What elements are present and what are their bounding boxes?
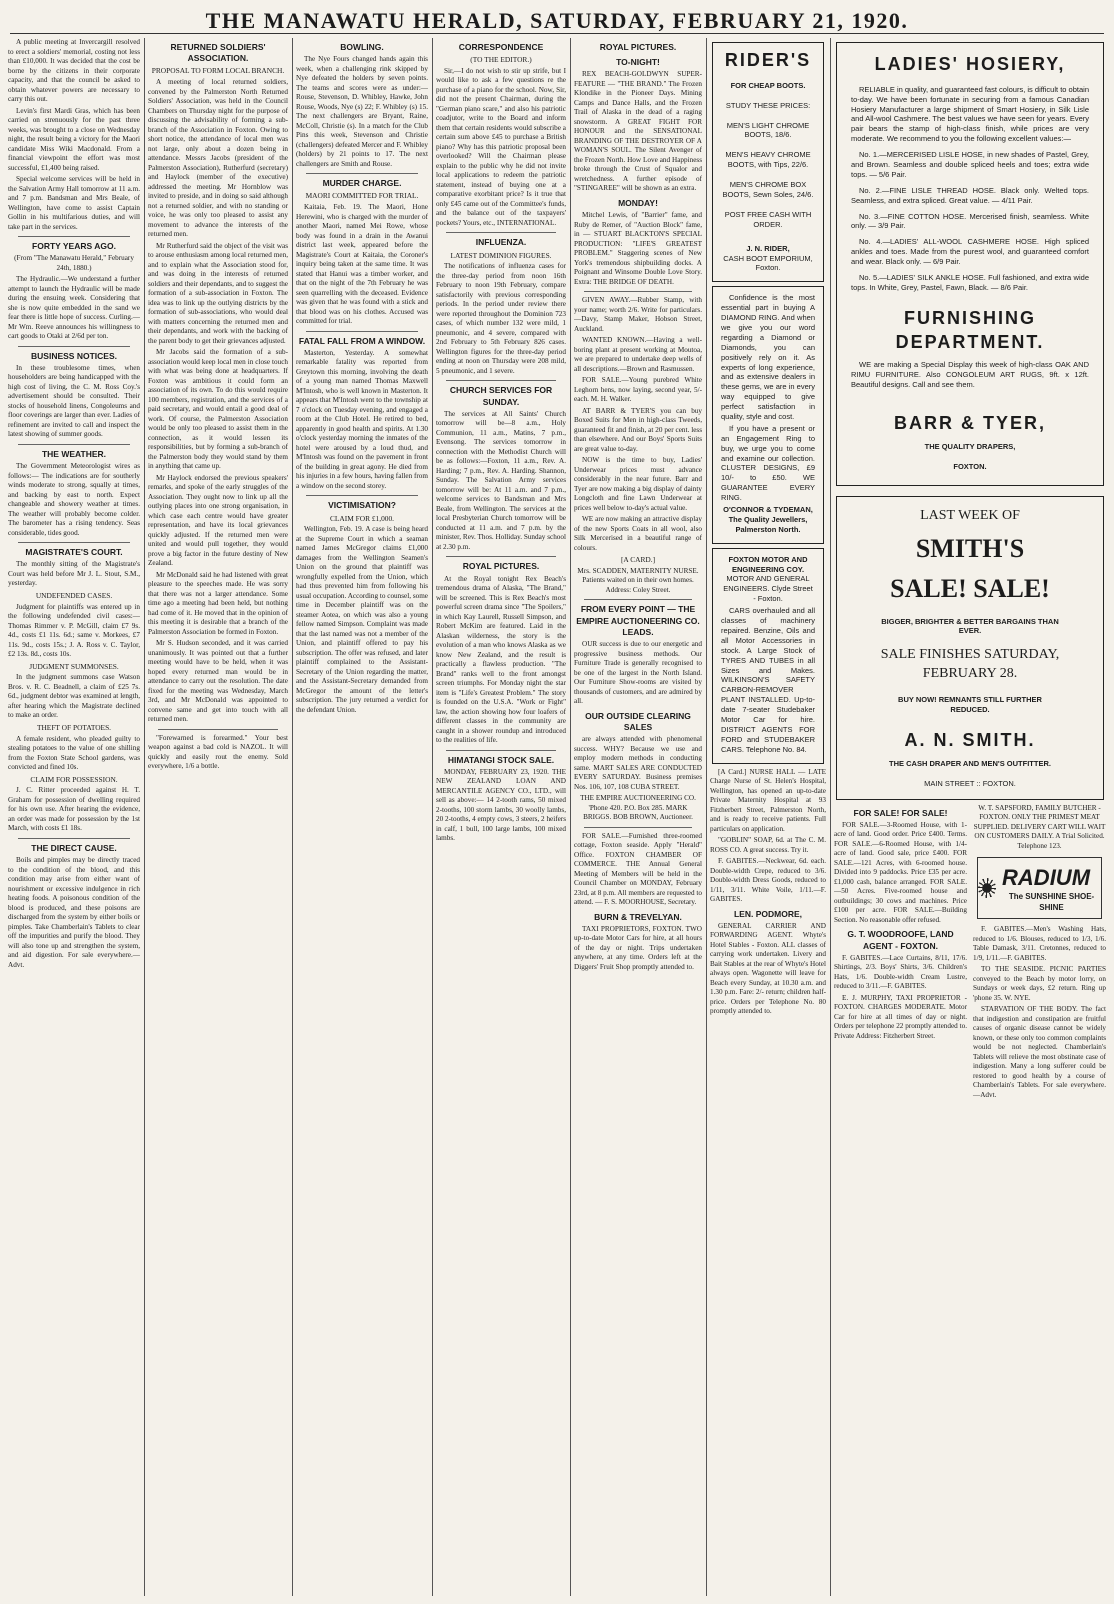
article-church: The services at All Saints' Church tomorrow will be—8 a.m., Holy Communion, 11 a.m., Matins, 7 p.m., Evensong. The services tomorrow in connection with the Methodist Church will be as follows:—Foxton, 11 a.m., Rev. A. Harding; 7 p.m., Rev. A. Harding. Shannon, Sunday. The Salvation Army services tomorrow will be: At 11 a.m. and 7 p.m., welcome services to Bandsman and Mrs Beale, from Wellington. The services at the local Presbyterian Church tomorrow will be conducted at 11 a.m. and 7 p.m. by the minister, Rev. Thos. Holliday. Sunday school at 2.30 p.m. [436,409,566,551]
hosiery-item: No. 5.—LADIES' SILK ANKLE HOSE. Full fashioned, and extra wide tops. In White, Grey, Pastel, Fawn, Black. — 8/6 Pair. [851,273,1089,292]
column-divider [144,38,145,1596]
subhead-undefended: UNDEFENDED CASES. [35,590,113,600]
column-divider [292,38,293,1596]
headline-rsa: RETURNED SOLDIERS' ASSOCIATION. [170,42,266,64]
rider-store: CASH BOOT EMPORIUM, Foxton. [723,253,813,273]
royal-ad-text: REX BEACH-GOLDWYN SUPER-FEATURE — "THE BRAND." The Frozen Klondike in the Pioneer Days. Mining Camps and Dance Halls, and the Frozen Trail of Alaska in the dead of a raging snowstorm. A GREAT FIGHT FOR HONOUR and the SENSATIONAL BRANDING OF THE DESTROYER OF A WOMAN'S SOUL. The Silent Avenger of the Frozen North. How Love and Happiness broke through the Crust of Squalor and wretchedness. A further episode of "STINGAREE" will be shown as an extra. [574,70,702,193]
barr-tyer-title: BARR & TYER, [893,412,1046,433]
article-intro: A public meeting at Invercargill resolved to erect a soldiers' memorial, costing not less than £10,000. It was decided that the cost be borne by the citizens in their corporate capacity, and that the council be asked to obtain whatever powers are necessary to carry this out. [8,38,140,103]
rider-item-1: MEN'S LIGHT CHROME BOOTS, 18/6. [726,120,810,140]
headline-direct-cause: THE DIRECT CAUSE. [31,842,117,853]
rider-post: POST FREE CASH WITH ORDER. [724,209,812,229]
headline-bowling: BOWLING. [340,42,384,52]
classifieds-left [834,804,967,1103]
smith-street: MAIN STREET :: FOXTON. [924,778,1016,788]
podmore-text: GENERAL CARRIER AND FORWARDING AGENT. Whyte's Hotel Stables - Foxton. ALL classes of carrying work undertaken. Livery and Bait Stables at the rear of Whyte's Hotel always open. Wagonette will leave for Beach every Sunday, at 10.30 a.m. and 1.30 p.m. Fare: 2/- return; children half-price. Orders per Telephone No. 80 promptly attended to. [710,921,826,1016]
smith-cash-draper: THE CASH DRAPER AND MEN'S OUTFITTER. [889,758,1051,768]
hosiery-intro: RELIABLE in quality, and guaranteed fast colours, is difficult to obtain to-day. We have been fortunate in securing from a famous Canadian Hosiery Manufacturer a large shipment of Smart Hosiery, in Silk Lisle and All-wool Cashmere. The best values we have seen for years. Every pair bears the stamp of high-class finish, while prices are very moderate. We recommend to you the following excellent values:— [851,84,1089,144]
headline-royal: ROYAL PICTURES. [462,561,540,572]
column-6 [710,38,826,1596]
hosiery-item: No. 2.—FINE LISLE THREAD HOSE. Black only. Welted tops. Seamless, and extra spliced. Great value. — 4/11 Pair. [851,185,1089,205]
smith-sale-banner: SALE! SALE! [890,574,1050,604]
article-correspondence: Sir,—I do not wish to stir up strife, but I would like to ask a few questions re the purchase of a piano for the school. Now, Sir, did not the present Chairman, during the "German piano scare," and also his patriotic coadjutor, write to the Board and inform them that certain residents would subscribe a certain sum above £45 to purchase a British piano? Why has this patriotic proposal been overlooked? Will the Chairman please explain to the public why he did not invite local applications to redeem the patriotic statement, instead of buying one at a comparative exorbitant price? Is it true that only £45 came out of the Committee's funds, and the balance out of the taxpayers' pockets? Yours, etc., INTERNATIONAL. [436,66,566,227]
radium-sub: The SUNSHINE SHOE-SHINE [1008,892,1095,912]
foxton-motor-title: FOXTON MOTOR AND ENGINEERING COY. [728,554,808,574]
headline-church: CHURCH SERVICES FOR SUNDAY. [449,385,553,407]
subhead-rsa: PROPOSAL TO FORM LOCAL BRANCH. [151,66,285,76]
goblin-soap-ad: "GOBLIN" SOAP, 6d. at The C. M. ROSS CO. A great success. Try it. [710,836,826,854]
separator [306,331,418,332]
subhead-judgment: JUDGMENT SUMMONSES. [29,661,119,671]
separator [18,542,130,543]
subhead-theft: THEFT OF POTATOES. [36,722,112,732]
rider-subtitle: FOR CHEAP BOOTS. [730,80,806,90]
radium-word: RADIUM [1002,865,1091,891]
oconnor-text-1: Confidence is the most essential part in buying A DIAMOND RING. And when we give you our word regarding a Diamond or Diamonds, you can positively rely on it. As experts of long experience, and as extensive dealers in these gems, we are in every way equipped to give perfect satisfaction in quality, style and cost. [721,293,815,422]
subhead-influenza: LATEST DOMINION FIGURES. [450,250,552,260]
smith-last-week: LAST WEEK OF [920,508,1020,524]
wanted-known-ad: WANTED KNOWN.—Having a well-boring plant at present working at Moutoa, we are prepared to undertake deep wells of all descriptions.—Brown and Rasmussen. [574,336,702,373]
barr-tyer-place: FOXTON. [953,461,987,471]
article-claim: J. C. Ritter proceeded against H. T. Graham for possession of dwelling required for his own use. After hearing the evidence, an order was made for possession by the 1st March, with costs £1 18s. [8,786,140,833]
furnishing-title: FURNISHING DEPARTMENT. [895,307,1045,352]
oconnor-text-2: If you have a present or an Engagement Ring to buy, we urge you to come and examine our collection. CLUSTER DESIGNS, £9 10/- to £50. WE GUARANTEE EVERY RING. [721,423,815,503]
article-rsa-3: Mr Jacobs said the formation of a sub-association would keep local men in close touch with what was being done at headquarters. If Foxton was ambitious it could form an association of its own. To do this would require 100 members, registration, and the services of a paid secretary, and would entail a good deal of work. Of course, the Palmerston Association would be only too pleased to assist them in the connection, as it would lessen its responsibilities, but by forming a sub-branch of the Palmerston body they would stand by them in anything that came up. [148,348,288,471]
classifieds-right [973,804,1106,1103]
sports-coats-ad: WE are now making an attractive display of the new Sports Coats in all wool, also Silk Mercerised in a beautiful range of colours. [574,515,702,552]
sapsford-ad: W. T. SAPSFORD, FAMILY BUTCHER - FOXTON. ONLY THE PRIMEST MEAT SUPPLIED. DELIVERY CART WILL WAIT ON CUSTOMERS DAILY. A Trial Solicited. Telephone 123. [973,803,1106,850]
separator [446,750,556,751]
sun-icon [978,878,996,898]
headline-himatangi: HIMATANGI STOCK SALE. [447,754,555,765]
article-fatal: Masterton, Yesterday. A somewhat remarkable fatality was reported from Greytown this morning, involving the death of a young man named Thomas Maxwell M'Intosh, who is well known in Masterton. It appears that M'Intosh went to the township at 7 o'clock on Tuesday evening, and engaged a room at the Club Hotel. He retired to bed, apparently in good health and spirits. At 1.30 o'clock yesterday morning the inmates of the hotel were aroused by a loud thud, and M'Intosh was found on the pavement in front of the building in great agony. He died from his injuries in a few hours, having fallen from a window on the second storey. [296,348,428,490]
separator [584,599,692,600]
article-royal: At the Royal tonight Rex Beach's tremendous drama of Alaska, "The Brand," will be screened. This is Rex Beach's most powerful screen drama since "The Spoilers," in which Kay Laurell, Russell Simpson, and Robert McKim are featured. Laid in the Alaskan wilderness, the story is the evolution of a man who knows Alaska as we know New Zealand, and the result is practically a flawless production. "The Brand" ranks well to the front amongst screen triumphs. For Monday night the star item is "Life's Greatest Problem." The story is founded on the U.S.A. "Work or Fight" law, the action showing how four loafers of different classes in the community are caught in a shower roundup and introduced to the realities of life. [436,574,566,745]
article-election: Levin's first Mardi Gras, which has been carried on strenuously for the past three weeks, was brought to a close on Wednesday night, the result being a victory for the Maori candidate Miss Wiki Macdonald. From a financial viewpoint the effort was most successful, £1,400 being raised. [8,106,140,172]
headline-influenza: INFLUENZA. [475,237,527,248]
column-4 [436,38,566,1596]
hosiery-item: No. 1.—MERCERISED LISLE HOSE, in new shades of Pastel, Grey, and Brown. Seamless and double spliced heels and toes; extra wide tops. — 5/6 Pair. [851,150,1089,179]
article-weather: The Government Meteorologist wires as follows:— The indications are for southerly winds moderate to strong, squally at times, and backing by east to north. Expect changeable and showery weather at times. The weather will probably become colder. The barometer has a rising tendency. Seas considerable, tides good. [8,462,140,537]
barr-suits-ad: AT BARR & TYER'S you can buy Boxed Suits for Men in high-class Tweeds, guaranteed fit and finish, at 20 per cent. less than elsewhere. And our Boys' Sports Suits are great value to-day. [574,406,702,453]
radium-lockup [1002,863,1101,913]
headline-weather: THE WEATHER. [41,448,107,459]
separator [306,173,418,174]
monday-ad-text: Mitchel Lewis, of "Barrier" fame, and Ruby de Remer, of "Auction Block" fame, in — STUART BLACKTON'S SPECIAL PRODUCTION: "LIFE'S GREATEST PROBLEM." Staggering scenes of New York's tremendous shipbuilding docks. A Poignant and Winsome Double Love Story. Extra: THE BRIDGE OF DEATH. [574,211,702,286]
smith-name: SMITH'S [915,533,1025,563]
article-theft: A female resident, who pleaded guilty to stealing potatoes to the value of one shilling from the Foxton State School gardens, was convicted and fined 10s. [8,734,140,772]
hosiery-item: No. 3.—FINE COTTON HOSE. Mercerised finish, seamless. White only. — 3/9 Pair. [851,211,1089,231]
rider-study: STUDY THESE PRICES: [725,100,811,110]
classifieds-row [834,804,1106,1103]
headline-magistrate: MAGISTRATE'S COURT. [25,547,123,558]
empire-signature: THE EMPIRE AUCTIONEERING CO. 'Phone 420. P.O. Box 285. MARK BRIGGS. BOB BROWN, Auctioneer. [580,794,696,822]
clearing-sales-headline: OUR OUTSIDE CLEARING SALES [585,710,691,732]
article-murder: Kaitaia, Feb. 19. The Maori, Hone Herewini, who is charged with the murder of another Maori, named Mei Rowe, whose body was found in a drain in the Awanui district last week, appeared before the Magistrate's Court at Kaitaia, the Coroner's inquiry being taken at the same time. It was stated that Hanui was a timber worker, and that on the night of the 7th February he was seen quarrelling with the deceased. Evidence was given that he was found with a stick and that blood was on his clothes. Accused was committed for trial. [296,203,428,326]
article-rsa-4: Mr Haylock endorsed the previous speakers' remarks, and spoke of the early struggles of the Association. They ought now to link up all the outlying places into one strong organisation, in which case each centre would have greater representation, and have its local grievances quickly adjusted. If the returned men were united and would pull together, they would prove a big factor in the future destiny of New Zealand. [148,473,288,568]
article-services: Special welcome services will be held in the Salvation Army Hall tomorrow at 11 a.m. and 7 p.m. Bandsman and Mrs Beale, of Wellington, have come to assist Captain Gollin in his multifarious duties, and will take part in the services. [8,175,140,231]
rider-ad [712,42,824,282]
column-divider [570,38,571,1596]
smith-buy-now: BUY NOW! REMNANTS STILL FURTHER REDUCED. [898,695,1042,715]
headline-correspondence: CORRESPONDENCE [458,42,544,52]
rider-signature: J. N. RIDER, [746,243,790,253]
foxton-motor-sub: MOTOR AND GENERAL ENGINEERS. Clyde Street - Foxton. [723,574,813,604]
foxton-motor-ad [712,548,824,764]
column-1 [8,38,140,1596]
separator [18,346,130,347]
masthead-rule [10,33,1104,34]
podmore-title: LEN. PODMORE, [733,908,802,919]
rider-title: RIDER'S [724,50,812,70]
column-divider [830,38,831,1596]
subhead-claim: CLAIM FOR POSSESSION. [30,774,118,784]
for-sale-header: FOR SALE! FOR SALE! [853,807,948,818]
barr-tyer-sub: THE QUALITY DRAPERS, [924,441,1016,451]
article-rsa-1: A meeting of local returned soldiers, convened by the Palmerston North Returned Soldiers' Association, was held in the Council Chambers on Thursday night for the purpose of discussing the advisability of forming a sub-branch of the Association in Foxton. Owing to short notice, the attendance of local men was not large, only about a dozen being in attendance. Messrs Jacobs (president of the Palmerston Association), Rutherfurd (secretary) and Haylock (member of the executive) addressed the meeting. Mr Hornblow was invited to preside, and in doing so said although not a returned soldier, and with no standing or voice, he was only too pleased to assist any movement to advance the interests of the returned men. [148,78,288,239]
starvation-article: STARVATION OF THE BODY. The fact that indigestion and constipation are fruitful causes of organic disease cannot be widely known, or these only too common complaints would be not neglected. Chamberlain's Tablets will relieve the most obstinate case of indigestion. Many a long sufferer could be restored to good health by a course of Chamberlain's Tablets. For sale everywhere.—Advt. [973,1005,1106,1099]
furnishing-text: WE are making a Special Display this week of high-class OAK AND RIMU FURNITURE. Also CONGOLEUM ART RUGS, 9ft. x 12ft. Beautiful designs. Call and see them. [851,360,1089,390]
article-rsa-6: Mr S. Hudson seconded, and it was carried unanimously. It was pointed out that a further meeting would have to be held, when it was hoped every returned man would be in attendance to carry out the resolution. The date fixed for the meeting was Wednesday, March 3rd, and Mr McDonald was appointed to convene same and get into touch with all returned men. [148,639,288,724]
nurse-hall-card: [A Card.] NURSE HALL — LATE Charge Nurse of St. Helen's Hospital, Wellington, has opened an up-to-date Private Maternity Hospital at 93 Fitzherbert Street, Palmerston North, and is ready to receive patients. Full particulars on application. [710,767,826,833]
oconnor-ad [712,286,824,543]
empire-headline: FROM EVERY POINT — THE EMPIRE AUCTIONEERING CO. LEADS. [576,604,700,637]
subhead-correspondence: (TO THE EDITOR.) [470,55,532,65]
chamber-commerce-ad: FOR SALE.—Furnished three-roomed cottage, Foxton seaside. Apply "Herald" Office. FOXTON CHAMBER OF COMMERCE. THE Annual General Meeting of Members will be held in the Council Chamber on MONDAY, February 23rd, at 8 p.m. All members are requested to attend. — F. S. MOORHOUSE, Secretary. [574,831,702,907]
smith-sale-ad [836,496,1104,799]
article-court: Judgment for plaintiffs was entered up in the following undefended civil cases:— Thomas Rimmer v. P. McGill, claim £7 9s. 4d., costs £1 11s. 6d.; same v. Morkees, £7 11s. 9d., costs 15s.; J. A. Ross v. C. Taylor, £2 13s. 8d., costs 10s. [8,602,140,659]
column-7 [834,38,1106,1596]
separator [18,236,130,237]
gabites-ad: F. GABITES.—Neckwear, 6d. each. Double-width Crepe, reduced to 3/6. Double-width Dress Goods, reduced to 1/11, 3/11. White Voile, 1/11.—F. GABITES. [710,857,826,904]
separator [18,444,130,445]
hosiery-title: LADIES' HOSIERY, [874,54,1066,74]
hosiery-ad [836,42,1104,486]
nazol-advert: "Forewarned is forearmed." Your best weapon against a bad cold is NAZOL. It will quickly and easily rout the enemy. Sold everywhere, 1/6 a bottle. [148,733,288,771]
separator [306,495,418,496]
clearing-sales-text: are always attended with phenomenal success. WHY? Because we use and employ modern methods in conducting same. MART SALES ARE CONDUCTED EVERY SATURDAY. Business premises Nos. 106, 107, 108 CUBA STREET. [574,735,702,791]
hosiery-item: No. 4.—LADIES' ALL-WOOL CASHMERE HOSE. High spliced ankles and toes. Made from the purest wool, and guaranteed comfort and wear. Black only. — 6/9 Pair. [851,237,1089,267]
article-himatangi: MONDAY, FEBRUARY 23, 1920. THE NEW ZEALAND LOAN AND MERCANTILE AGENCY CO., LTD., will sell as above:— 14 2-tooth rams, 50 mixed 2-tooths, 100 storm lambs, 30 woolly lambs, 20 2-tooths, 4 empty cows, 3 steers, 2 heifers in calf, 1 bull, 100 large lambs, 100 mixed lambs. [436,767,566,843]
column-divider [706,38,707,1596]
article-judgment: In the judgment summons case Watson Bros. v. R. C. Beadnell, a claim of £25 7s. 6d., judgment debtor was examined at length, after hearing which the Magistrate declined to make an order. [8,673,140,720]
separator [18,838,130,839]
separator [446,380,556,381]
oconnor-signature: O'CONNOR & TYDEMAN, The Quality Jewellers, Palmerston North. [723,505,813,534]
column-3 [296,38,428,1596]
tonight-label: TO-NIGHT! [616,57,660,68]
article-victim: Wellington, Feb. 19. A case is being heard at the Supreme Court in which a seaman named James McGregor claims £1,000 damages from the Wellington Seamen's Union on the ground that plaintiff was wrongfully expelled from the Union, which had thus prevented him from following his usual occupation. According to counsel, some time in December plaintiff was on the steamer Aotea, on which was also a young fellow named Simpson. Complaint was made that the last named was not a member of the Union, and plaintiff offered to pay his subscription. The offer was refused, and later plaintiff complained to the Assistant-Secretary of the Union regarding the matter, and the Assistant-Secretary demanded from McGregor the amount of the letter's subscription. The jury returned a verdict for the defendant Union. [296,525,428,714]
headline-business: BUSINESS NOTICES. [31,350,117,361]
underwear-ad: NOW is the time to buy, Ladies' Underwear prices must advance considerably in the near future. Barr and Tyer are now making a big display of dainty Longcloth and fine Lawn Underwear at prices well below to-day's actual value. [574,456,702,512]
burn-trevelyan-title: BURN & TREVELYAN. [594,911,682,922]
separator [584,291,692,292]
forty-source: (From "The Manawatu Herald," February 24th, 1880.) [14,254,134,272]
article-magistrate: The monthly sitting of the Magistrate's Court was held before Mr J. L. Stout, S.M., yesterday. [8,560,140,588]
separator [584,827,692,828]
smith-signature: A. N. SMITH. [904,730,1036,751]
burn-trevelyan-text: TAXI PROPRIETORS, FOXTON. TWO up-to-date Motor Cars for hire, at all hours of the day or night. Trips undertaken anywhere, at any time. Orders left at the Diggers' Fruit Shop promptly attended to. [574,924,702,971]
foxton-motor-text: CARS overhauled and all classes of machinery repaired. Benzine, Oils and all Motor Accessories in stock. A Large Stock of TYRES AND TUBES in all Sizes and Makes. WILKINSON'S SAFETY CARBON-REMOVER PLANT INSTALLED. Up-to-date 7-seater Studebaker Motor Car for hire. DISTRICT AGENTS FOR FORD and STUDEBAKER CARS. Telephone No. 84. [721,606,815,754]
gabites-lace-ad: F. GABITES.—Lace Curtains, 8/11, 17/6. Shirtings, 2/3. Boys' Shirts, 3/6. Children's Hats, 1/6. Double-width Cream Lustre, reduced to 3/11.—F. GABITES. [834,953,967,991]
radium-ad [977,857,1102,919]
column-2 [148,38,288,1596]
separator [158,729,278,730]
separator [446,556,556,557]
smith-finishes: SALE FINISHES SATURDAY, FEBRUARY 28. [880,647,1060,681]
murphy-taxi-ad: E. J. MURPHY, TAXI PROPRIETOR - FOXTON. CHARGES MODERATE. Motor Car for hire at all times of day or night. Orders per telephone 22 promptly attended to. Private Address: Fitzherbert Street. [834,993,967,1040]
subhead-victim: CLAIM FOR £1,000. [329,513,395,523]
headline-forty-years: FORTY YEARS AGO. [32,241,116,251]
article-rsa-5: Mr McDonald said he had listened with great pleasure to the speeches made. He was sorry that there was not a larger attendance. Some time ago a meeting had been held, but nothing had come of it. He moved that in the opinion of this meeting it is desirable that a branch of the Palmerston Association be formed in Foxton. [148,570,288,636]
headline-fatal: FATAL FALL FROM A WINDOW. [298,335,426,346]
article-influenza: The notifications of influenza cases for the three-day period from noon 16th February to noon 19th February, compare satisfactorily with previous corresponding periods. In the period under review there were reported throughout the Dominion 723 cases, of which number 132 were mild, 1 pneumonic, and 4 severe, compared with 2nd February to 5th February 826 cases. Wellington figures for the three-day period ending at noon on Thursday were 208 mild, 5 pneumonic, and 1 severe. [436,262,566,375]
given-away-ad: GIVEN AWAY.—Rubber Stamp, with your name; worth 2/6. Write for particulars.—Davy, Stamp Maker, Hobson Street, Auckland. [574,296,702,333]
for-sale-listings: FOR SALE.—3-Roomed House, with 1-acre of land. Good order. Price £400. Terms. FOR SALE.—6-Roomed House, with 1/4-acre of land. Good sale, price £400. FOR SALE.—121 Acres, with 6-roomed house. Divided into 9 paddocks. Price £35 per acre. £1,000 cash, balance arranged. FOR SALE.—50 Acres. Five-roomed house and outbuildings; 30 cows and machines. Price £100 per acre. FOR SALE.—Building Section. No reasonable offer refused. [834,820,967,924]
scadden-card: Mrs. SCADDEN, MATERNITY NURSE. Patients waited on in their own homes. Address: Coley Street. [577,566,699,594]
woodroofe-signature: G. T. WOODROOFE, LAND AGENT - FOXTON. [847,929,954,951]
rider-item-3: MEN'S CHROME BOX BOOTS, Sewn Soles, 24/6. [722,180,814,199]
rider-item-2: MEN'S HEAVY CHROME BOOTS, with Tips, 22/6. [725,150,811,170]
subhead-murder: MAORI COMMITTED FOR TRIAL. [305,191,419,201]
article-rsa-2: Mr Rutherfurd said the object of the visit was to arouse enthusiasm among local returned men, and to explain what the Association stood for, and was doing in the interests of returned soldiers and their dependants, and to suggest the formation of a sub-association in Foxton. The idea was to link up the outlying districts by the formation of sub-associations, who would deal with matters concerning the returned men and their dependants, and work with the backing of the parent body to get their grievances adjusted. [148,241,288,345]
gabites-hats-ad: F. GABITES.—Men's Washing Hats, reduced to 1/6. Blouses, reduced to 1/3, 1/6. Table Damask, 3/11. Cretonnes, reduced to 1/9, 1/11.—F. GABITES. [973,925,1106,962]
royal-pictures-title: ROYAL PICTURES. [599,42,677,52]
monday-label: MONDAY! [618,197,658,208]
article-business: In these troublesome times, when householders are being handicapped with the high cost of living, the C. M. Ross Coy.'s advertisement should be consulted. Their stocks of household linens, Congoleums and floor coverings are larger than ever. Ladies of refinement are invited to call and inspect the latest showing of summer goods. [8,363,140,439]
article-direct-cause: Boils and pimples may be directly traced to the condition of the blood, and this condition may arise from either want of nourishment or excessive indulgence in rich heating foods. A poisonous condition of the blood is produced, and these poisons are discharged from the system by either boils or pimples. Take Chamberlain's Tablets to clear off the impurities and purify the blood. They will also tone up and strengthen the system, and aid digestion. For sale everywhere.—Advt. [8,856,140,969]
headline-murder: MURDER CHARGE. [322,178,402,189]
article-bowling: The Nye Fours changed hands again this week, when a challenging rink skipped by Nye defeated the holders by seven points. The teams and scores were as under:— Rouse, Stevenson, D. Whibley, Hawke, John Rouse, Woods, Nye (s) 22; F. Whibley (s) 15. The next challengers are Bryant, Raine, McColl, Christie (s). In a match for the Club Pins this week, Stevenson and Christie (challengers) defeated Mercer and F. Whibley (holders) by 21 points to 17. The next challengers are Smith and Rouse. [296,55,428,168]
smith-bigger: BIGGER, BRIGHTER & BETTER BARGAINS THAN EVER. [881,616,1059,636]
seaside-ad: TO THE SEASIDE. PICNIC PARTIES conveyed to the Beach by motor lorry, on Sundays or week days, £2 return. Ring up 'phone 35. W. NYE. [973,965,1106,1002]
for-sale-hens-ad: FOR SALE.—Young purebred White Leghorn hens, now laying, second year, 5/- each. M. H. Walker. [574,376,702,404]
empire-text: OUR success is due to our energetic and progressive business methods. Our Furniture Trade is generally recognised to be one of the largest in the North Island. Our Furniture Show-rooms are visited by thousands of customers, and are admired by all. [574,640,702,706]
card-label: [A CARD.] [620,555,656,565]
column-5 [574,38,702,1596]
separator [446,232,556,233]
masthead: THE MANAWATU HERALD, SATURDAY, FEBRUARY 21, 1920. [205,8,909,33]
article-forty: The Hydraulic.—We understand a further attempt to launch the Hydraulic will be made during the ensuing week. Considering that she is now quite embedded in the sand we fear there is little hope of success. Curling.—Mr Wm. Reeve announces his willingness to cart goods to Otaki at 2/6d per ton. [8,275,140,341]
headline-victim: VICTIMISATION? [328,500,396,511]
column-divider [432,38,433,1596]
